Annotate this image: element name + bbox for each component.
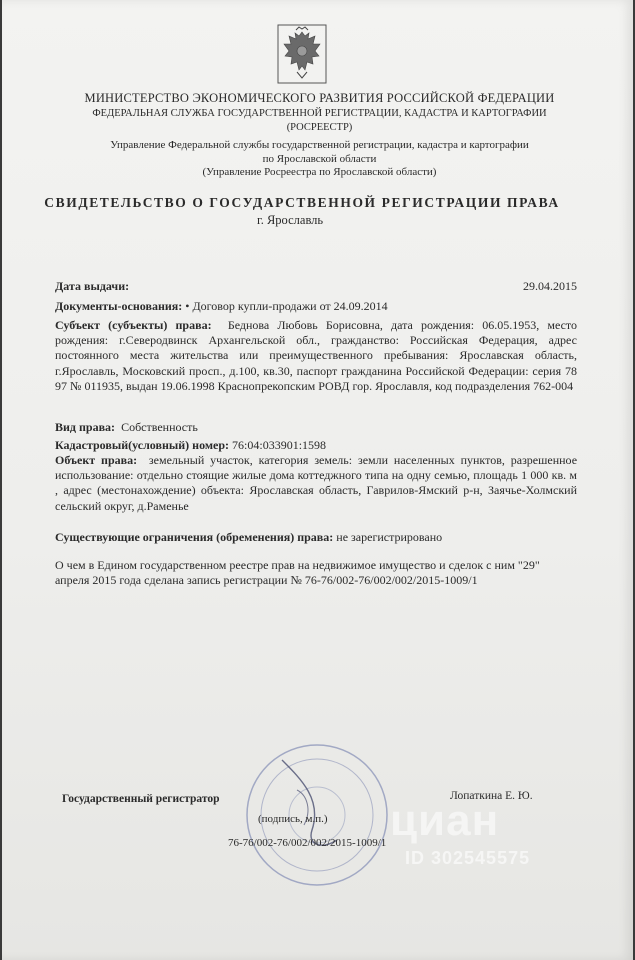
cadastral-number-label: Кадастровый(условный) номер: [55,438,230,452]
subject-label: Субъект (субъекты) права: [55,318,212,332]
object-row [55,453,577,514]
subject-value: Беднова Любовь Борисовна, дата рождения: 06.05.1953, место рождения: г.Северодвинск Архангельской обл., гражданство: Российская Федерация, адрес постоянного места жительства или преимущественного пребывания: Ярославская область, г.Ярославль, Московский просп., д.100, кв.30, паспорт гражданина Российской Федерации: серия 78 97 № 011935, выдан 19.06.1998 Краснопрекопским РОВД гор. Ярославля, код подразделения 762-004 [55,318,577,393]
watermark-logo: циан [390,796,500,845]
right-kind-row [55,420,577,435]
document-title: СВИДЕТЕЛЬСТВО О ГОСУДАРСТВЕННОЙ РЕГИСТРАЦИИ ПРАВА [44,195,560,210]
basis-documents-label: Документы-основания: [55,299,183,313]
right-kind-value: Собственность [121,420,198,434]
subject-row [55,318,577,394]
restrictions-row [55,530,577,545]
office-line-2: по Ярославской области [262,153,377,165]
registration-number: 76-76/002-76/002/002/2015-1009/1 [228,837,387,849]
service-name: ФЕДЕРАЛЬНАЯ СЛУЖБА ГОСУДАРСТВЕННОЙ РЕГИСТРАЦИИ, КАДАСТРА И КАРТОГРАФИИ [92,108,547,119]
basis-documents-value: • Договор купли-продажи от 24.09.2014 [185,299,388,313]
restrictions-label: Существующие ограничения (обременения) права: [55,530,334,544]
issue-date-label: Дата выдачи: [55,279,130,293]
watermark-id: ID 302545575 [405,848,531,868]
ministry-name: МИНИСТЕРСТВО ЭКОНОМИЧЕСКОГО РАЗВИТИЯ РОССИЙСКОЙ ФЕДЕРАЦИИ [84,91,555,105]
object-value: земельный участок, категория земель: земли населенных пунктов, разрешенное использование: отдельно стоящие жилые дома коттеджного типа на одну семью, площадь 1 000 кв. м , адрес (местонахождение) объекта: Ярославская область, Гаврилов-Ямский р-н, Заячье-Холмский сельский округ, д.Раменье [55,453,578,513]
basis-documents-row [55,299,577,314]
cadastral-number-row [55,438,577,453]
registration-record-text: О чем в Едином государственном реестре прав на недвижимое имущество и сделок с ним "29" апреля 2015 года сделана запись регистрации № 76-76/002-76/002/002/2015-1009/1 [55,558,540,588]
registrar-label: Государственный регистратор [62,793,220,805]
office-line-3: (Управление Росреестра по Ярославской области) [202,166,437,178]
right-kind-label: Вид права: [55,420,116,434]
issue-date-row [55,279,577,294]
object-label: Объект права: [55,453,138,467]
issue-date-value: 29.04.2015 [523,279,577,293]
document-city: г. Ярославль [257,213,324,227]
registrar-name: Лопаткина Е. Ю. [450,790,533,802]
restrictions-value: не зарегистрировано [336,530,443,544]
signature-caption: (подпись, м.п.) [258,813,328,825]
coat-of-arms-emblem [277,24,327,84]
certificate-page [2,0,633,960]
cadastral-number-value: 76:04:033901:1598 [232,438,327,452]
service-abbreviation: (РОСРЕЕСТР) [286,122,353,133]
office-line-1: Управление Федеральной службы государственной регистрации, кадастра и картографии [110,139,529,151]
